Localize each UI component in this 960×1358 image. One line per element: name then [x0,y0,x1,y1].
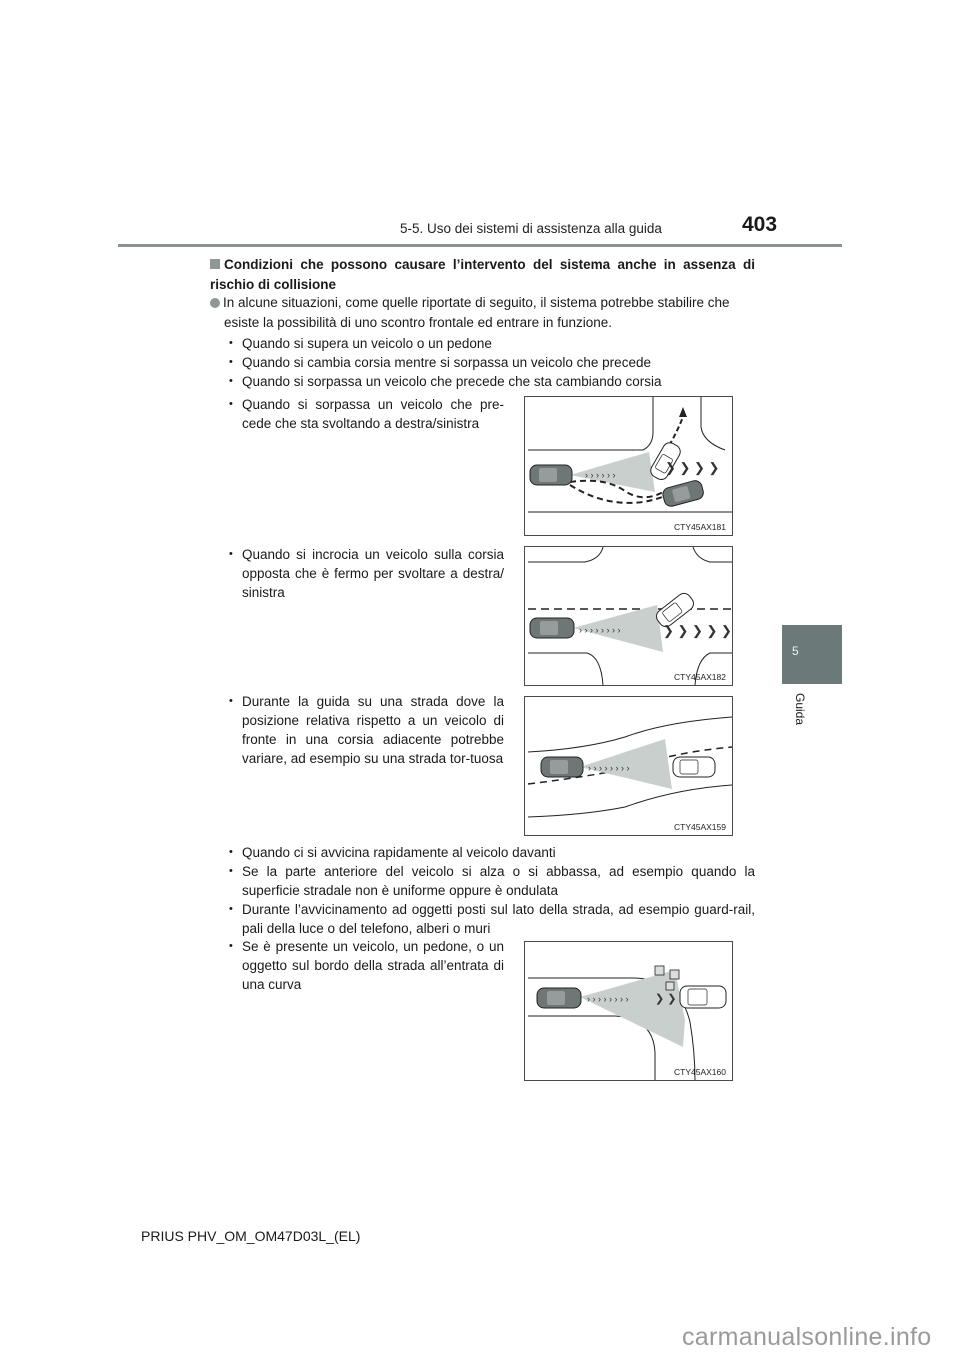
section-title: 5-5. Uso dei sistemi di assistenza alla guida [400,221,662,236]
list-item: • Durante l’avvicinamento ad oggetti posti sul lato della strada, ad esempio guard-rail, pali della luce o del telefono, alberi o muri [229,900,755,938]
svg-text:› › › › › › › ›: › › › › › › › › [587,994,629,1004]
list-item: • Quando si supera un veicolo o un pedone [229,334,755,353]
list-item: • Quando si sorpassa un veicolo che pre-cede che sta svoltando a destra/sinistra [229,395,504,433]
chapter-label: Guida [793,693,807,726]
intro-line-2: esiste la possibilità di uno scontro frontale ed entrare in funzione. [224,315,612,330]
list-item: • Quando si cambia corsia mentre si sorpassa un veicolo che precede [229,353,755,372]
svg-text:❯ ❯ ❯ ❯ ❯: ❯ ❯ ❯ ❯ ❯ [663,623,732,638]
svg-text:› › › › › › › ›: › › › › › › › › [579,625,621,635]
list-item: • Se la parte anteriore del veicolo si alza o si abbassa, ad esempio quando la superficie stradale non è uniforme oppure è ondulata [229,862,755,900]
chapter-tab[interactable] [782,625,842,684]
chapter-number: 5 [792,644,799,658]
heading-text: Condizioni che possono causare l’intervento del sistema anche in assenza di rischio di collisione [210,257,755,292]
illustration-winding-road [524,696,733,836]
bullet-list-middle [229,843,755,938]
figure-code: CTY45AX181 [674,522,726,532]
svg-text:› › › › › ›: › › › › › › [585,470,616,480]
bullet-list-top [229,334,755,391]
section-heading [210,255,755,295]
svg-text:❯ ❯: ❯ ❯ [655,993,677,1005]
watermark: carmanualsonline.info [682,1323,932,1351]
list-item: • Quando si sorpassa un veicolo che precede che sta cambiando corsia [229,372,755,391]
figure-item-text [229,937,504,994]
intro-line-1: In alcune situazioni, come quelle riportate di seguito, il sistema potrebbe stabilire che [223,295,730,310]
circle-bullet-icon [210,298,220,308]
figure-code: CTY45AX159 [674,822,726,832]
list-item: • Durante la guida su una strada dove la posizione relativa rispetto a un veicolo di fronte in una corsia adiacente potrebbe variare, ad esempio su una strada tor-tuosa [229,692,504,768]
list-item: • Se è presente un veicolo, un pedone, o un oggetto sul bordo della strada all’entrata di una curva [229,937,504,994]
list-item: • Quando si incrocia un veicolo sulla corsia opposta che è fermo per svoltare a destra/ sinistra [229,545,504,602]
figure-item-text [229,545,504,602]
figure-code: CTY45AX182 [674,672,726,682]
illustration-overtaking-turning [524,396,733,536]
illustration-oncoming-turning [524,546,733,686]
svg-text:› › › › › › › ›: › › › › › › › › [588,763,630,773]
document-id: PRIUS PHV_OM_OM47D03L_(EL) [141,1228,361,1244]
illustration-curve-entrance [524,941,733,1081]
figure-item-text [229,395,504,433]
figure-code: CTY45AX160 [674,1067,726,1077]
figure-item-text [229,692,504,768]
square-bullet-icon [210,259,220,269]
svg-text:❯ ❯ ❯ ❯: ❯ ❯ ❯ ❯ [665,460,720,475]
intro-paragraph [210,293,755,333]
page-number: 403 [742,213,778,236]
header-divider [118,244,842,247]
list-item: • Quando ci si avvicina rapidamente al veicolo davanti [229,843,755,862]
